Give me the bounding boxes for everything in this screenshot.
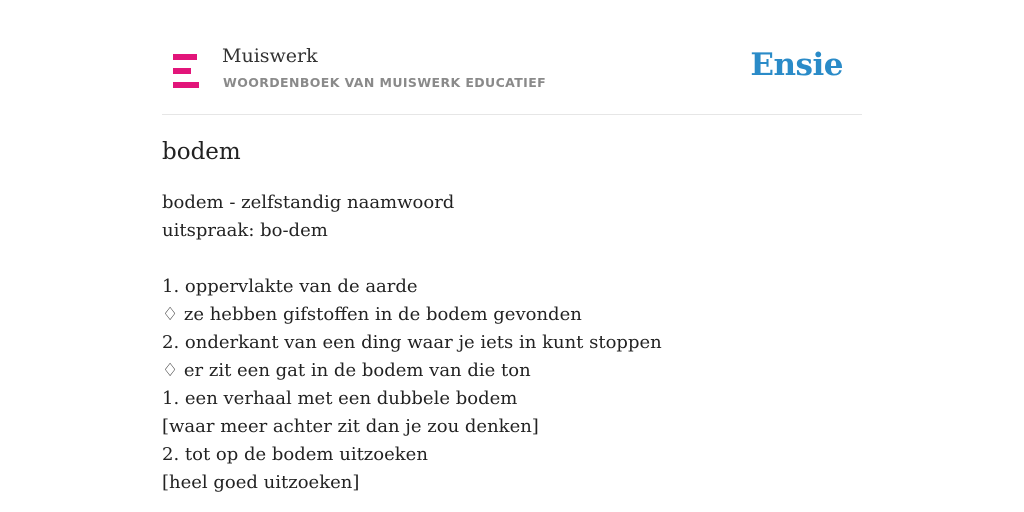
brand-subtitle: WOORDENBOEK VAN MUISWERK EDUCATIEF <box>223 75 547 90</box>
dictionary-entry <box>162 189 862 497</box>
entry-example-1: ♢ ze hebben gifstoffen in de bodem gevonden <box>162 304 582 325</box>
entry-definition-2: 2. onderkant van een ding waar je iets in kunt stoppen <box>162 332 662 353</box>
page-title: bodem <box>162 139 241 165</box>
brand-name-link[interactable]: Muiswerk <box>222 45 318 67</box>
entry-expression-2-meaning: [heel goed uitzoeken] <box>162 472 360 493</box>
entry-expression-1: 1. een verhaal met een dubbele bodem <box>162 388 518 409</box>
entry-expression-1-meaning: [waar meer achter zit dan je zou denken] <box>162 416 539 437</box>
entry-definition-1: 1. oppervlakte van de aarde <box>162 276 418 297</box>
ensie-logo-link[interactable]: Ensie <box>750 47 843 83</box>
entry-expression-2: 2. tot op de bodem uitzoeken <box>162 444 428 465</box>
logo-bar-bottom <box>173 82 199 88</box>
entry-word-class: bodem - zelfstandig naamwoord <box>162 192 455 213</box>
muiswerk-logo-icon[interactable] <box>173 54 199 88</box>
logo-bar-middle <box>173 68 191 74</box>
entry-example-2: ♢ er zit een gat in de bodem van die ton <box>162 360 531 381</box>
entry-pronunciation: uitspraak: bo-dem <box>162 220 328 241</box>
entry-spacer <box>162 245 862 273</box>
site-header <box>162 0 862 115</box>
logo-bar-top <box>173 54 197 60</box>
